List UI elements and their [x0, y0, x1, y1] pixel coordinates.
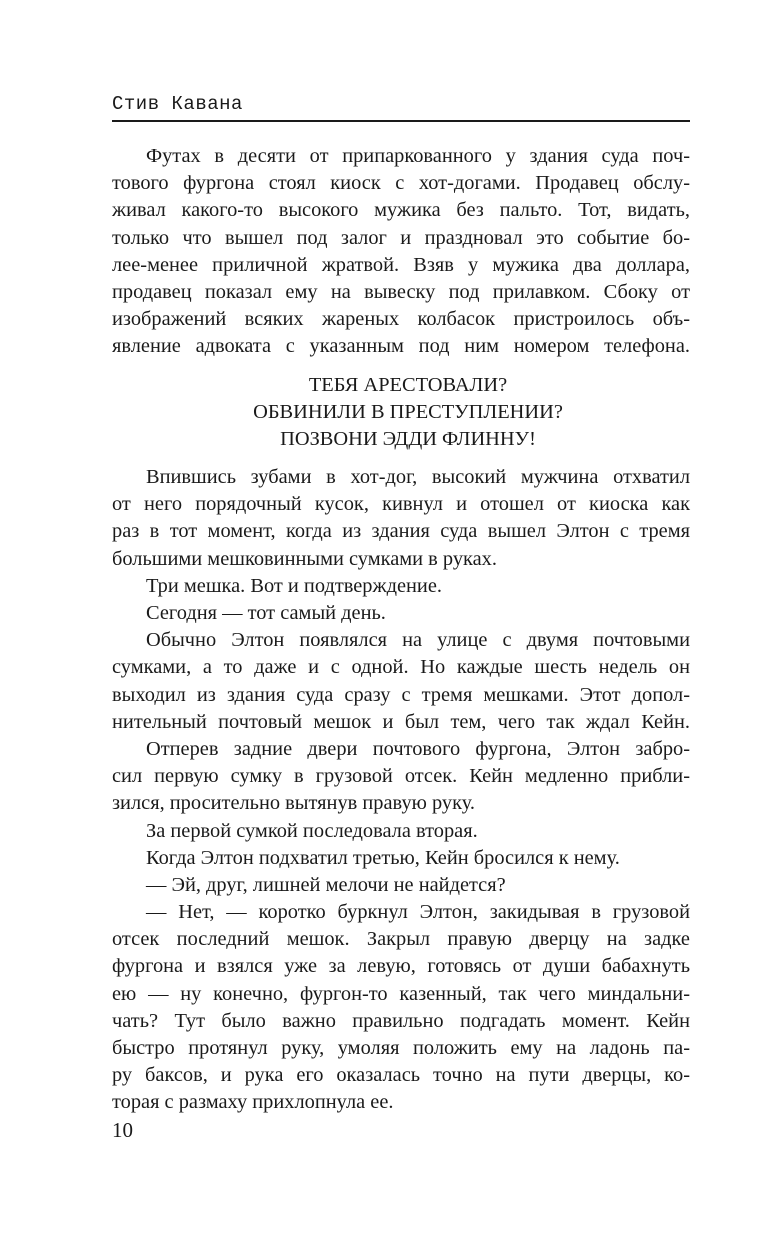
paragraph-3: Три мешка. Вот и подтверждение. [146, 574, 442, 597]
text-line: раз в тот момент, когда из здания суда вышел Элтон с тремя [112, 520, 690, 543]
text-line: нительный почтовый мешок и был тем, чего так ждал Кейн. [112, 710, 690, 733]
text-line: Отперев задние двери почтового фургона, Элтон забро- [146, 737, 690, 760]
text-line: отсек последний мешок. Закрыл правую дверцу на задке [112, 928, 690, 951]
paragraph-2 [112, 464, 690, 573]
text-line: выходил из здания суда сразу с тремя мешками. Этот допол- [112, 683, 690, 706]
text-line: изображений всяких жареных колбасок пристроилось объ- [112, 308, 690, 331]
text-line: живал какого-то высокого мужика без пальто. Тот, видать, [112, 199, 690, 222]
text-line: чать? Тут было важно правильно подгадать момент. Кейн [112, 1009, 690, 1032]
text-line: явление адвоката с указанным под ним номером телефона. [112, 335, 690, 358]
text-line: только что вышел под залог и праздновал это событие бо- [112, 226, 690, 249]
text-line: Обычно Элтон появлялся на улице с двумя почтовыми [146, 629, 690, 652]
text-line: лее-менее приличной жратвой. Взяв у мужика два доллара, [112, 253, 690, 276]
text-line: ею — ну конечно, фургон-то казенный, так чего миндальни- [112, 982, 690, 1005]
text-line: ру баксов, и рука его оказалась точно на пути дверцы, ко- [112, 1064, 690, 1087]
text-line: быстро протянул руку, умоляя положить ему на ладонь па- [112, 1037, 690, 1059]
text-line: сил первую сумку в грузовой отсек. Кейн медленно прибли- [112, 765, 690, 788]
text-line: Впившись зубами в хот-дог, высокий мужчина отхватил [146, 466, 690, 489]
paragraph-1 [112, 143, 690, 361]
text-line: большими мешковинными сумками в руках. [112, 547, 497, 570]
text-line: фургона и взялся уже за левую, готовясь от души бабахнуть [112, 955, 690, 978]
text-line: тового фургона стоял киоск с хот-догами. Продавец обслу- [112, 172, 690, 195]
sign-line: ПОЗВОНИ ЭДДИ ФЛИННУ! [280, 427, 536, 450]
text-line: сумками, а то даже и с одной. Но каждые шесть недель он [112, 656, 690, 679]
sign-line: ОБВИНИЛИ В ПРЕСТУПЛЕНИИ? [253, 400, 563, 423]
paragraph-4: Сегодня — тот самый день. [146, 602, 386, 624]
running-title: Стив Кавана [112, 93, 243, 115]
text-line: Футах в десяти от припаркованного у здания суда поч- [146, 145, 690, 167]
dialogue-line: — Эй, друг, лишней мелочи не найдется? [146, 873, 506, 896]
paragraph-9 [112, 899, 690, 1117]
sign-line: ТЕБЯ АРЕСТОВАЛИ? [308, 373, 508, 396]
text-line: продавец показал ему на вывеску под прилавком. Сбоку от [112, 280, 690, 303]
text-line: торая с размаху прихлопнула ее. [112, 1091, 394, 1114]
page-body [112, 143, 690, 1117]
text-line: — Нет, — коротко буркнул Элтон, закидывая в грузовой [146, 901, 690, 924]
paragraph-8: Когда Элтон подхватил третью, Кейн бросился к нему. [146, 846, 620, 869]
text-line: зился, просительно вытянув правую руку. [112, 792, 475, 815]
paragraph-6 [112, 736, 690, 818]
paragraph-7: За первой сумкой последовала вторая. [146, 819, 478, 842]
page-number: 10 [112, 1118, 133, 1142]
paragraph-5 [112, 627, 690, 736]
running-header [112, 92, 690, 122]
text-line: от него порядочный кусок, кивнул и отошел от киоска как [112, 493, 690, 516]
sign-block [112, 372, 690, 454]
